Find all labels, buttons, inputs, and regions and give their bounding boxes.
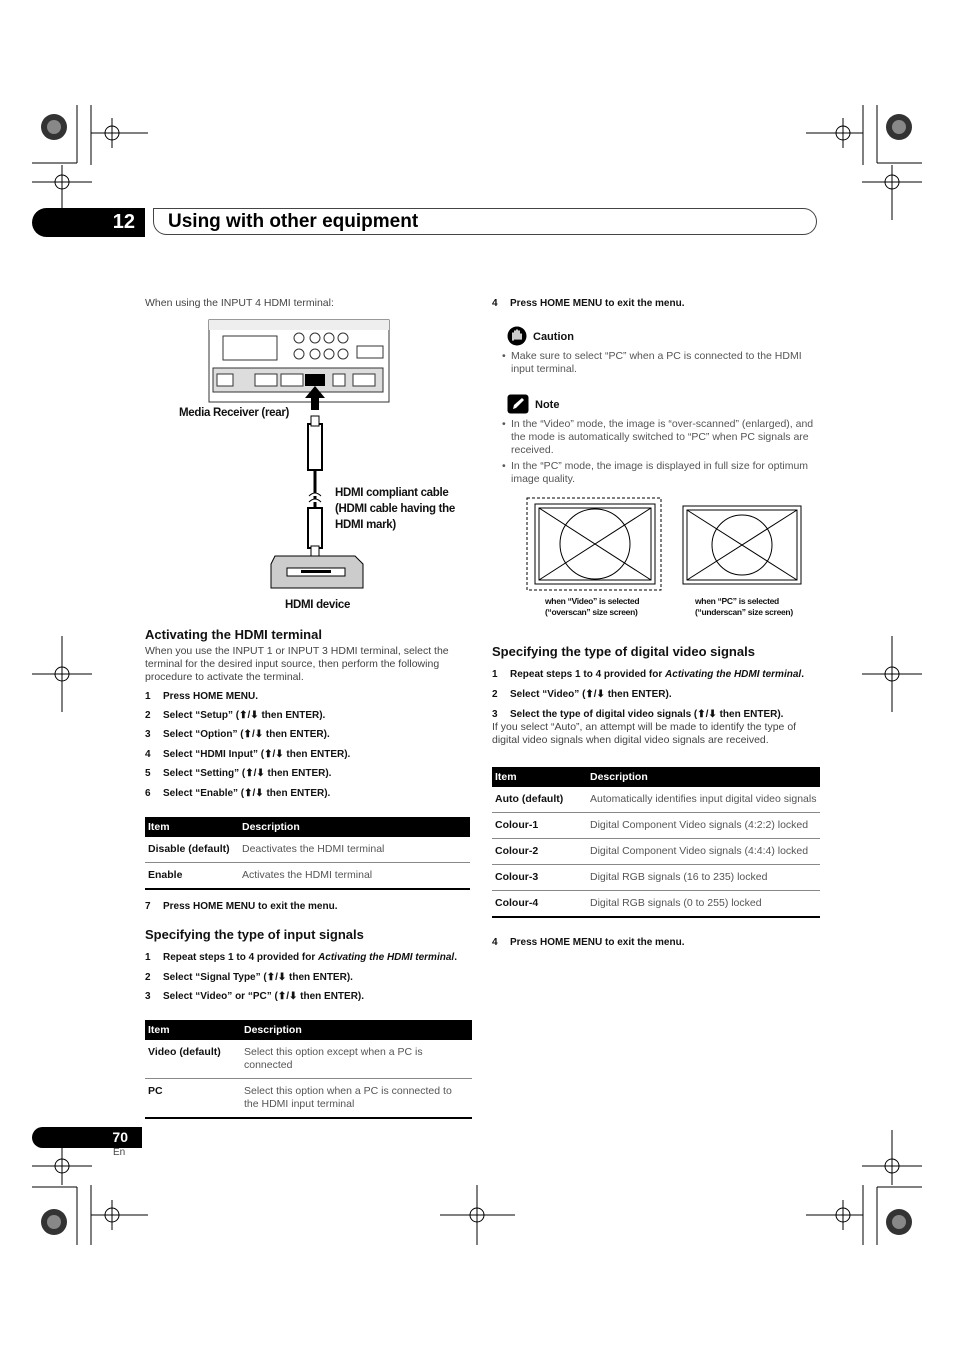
input-signals-heading: Specifying the type of input signals <box>145 927 364 942</box>
digital-video-table: Item Description Auto (default) Automatically identifies input digital video signals Colour-1 Digital Component Video signals (4:2:2) locked Colour-2 Digital Component Video signals (4:4:4) locked Colour-3 Digital RGB signals (16 to 235) locked Colour-4 Digital RGB signals (0 to 255) locked <box>492 767 820 918</box>
digital-video-step: 2 Select “Video” (⬆/⬇ then ENTER). <box>492 689 672 700</box>
digital-video-step-4: 4 Press HOME MENU to exit the menu. <box>492 937 685 948</box>
table-row: Video (default) Select this option except when a PC is connected <box>145 1040 472 1079</box>
page-number: 70 <box>32 1127 142 1148</box>
activating-step: 3 Select “Option” (⬆/⬇ then ENTER). <box>145 729 330 740</box>
video-caption: when “Video” is selected (“overscan” size screen) <box>545 596 640 617</box>
note-title: Note <box>535 399 560 411</box>
digital-video-step: 1 Repeat steps 1 to 4 provided for Activating the HDMI terminal. <box>492 669 804 680</box>
chapter-number: 12 <box>32 208 145 237</box>
table-row: PC Select this option when a PC is connected to the HDMI input terminal <box>145 1079 472 1119</box>
receiver-label: Media Receiver (rear) <box>179 407 290 419</box>
digital-video-step: 3 Select the type of digital video signals (⬆/⬇ then ENTER). <box>492 709 784 720</box>
caution-bullet: • Make sure to select “PC” when a PC is connected to the HDMI input terminal. <box>511 350 819 376</box>
table-row: Disable (default) Deactivates the HDMI terminal <box>145 837 470 863</box>
activating-table: Item Description Disable (default) Deactivates the HDMI terminal Enable Activates the HDMI terminal <box>145 817 470 890</box>
activating-heading: Activating the HDMI terminal <box>145 627 322 642</box>
input-signals-table: Item Description Video (default) Select this option except when a PC is connected PC Select this option when a PC is connected to the HDMI input terminal <box>145 1020 472 1119</box>
input-signals-step: 3 Select “Video” or “PC” (⬆/⬇ then ENTER). <box>145 991 365 1002</box>
intro-text: When using the INPUT 4 HDMI terminal: <box>145 297 334 309</box>
chapter-title: Using with other equipment <box>168 211 419 232</box>
note-bullet: • In the “PC” mode, the image is displayed in full size for optimum image quality. <box>511 460 819 486</box>
table-row: Enable Activates the HDMI terminal <box>145 863 470 890</box>
cable-label: HDMI compliant cable (HDMI cable having the HDMI mark) <box>335 487 455 531</box>
caution-hand-icon <box>507 326 527 346</box>
activating-step: 4 Select “HDMI Input” (⬆/⬇ then ENTER). <box>145 749 351 760</box>
note-bullet: • In the “Video” mode, the image is “over-scanned” (enlarged), and the mode is automatically switched to “PC” when PC signals are received. <box>511 418 819 457</box>
caution-title: Caution <box>533 331 574 343</box>
activating-step: 2 Select “Setup” (⬆/⬇ then ENTER). <box>145 710 326 721</box>
device-label: HDMI device <box>285 599 351 611</box>
pc-caption: when “PC” is selected (“underscan” size screen) <box>695 596 793 617</box>
digital-video-heading: Specifying the type of digital video signals <box>492 644 755 659</box>
scan-size-figures <box>525 496 805 596</box>
activating-body: When you use the INPUT 1 or INPUT 3 HDMI terminal, select the terminal for the desired input source, then perform the following procedure to activate the terminal. <box>145 645 449 683</box>
activating-step-7: 7 Press HOME MENU to exit the menu. <box>145 901 338 912</box>
table-row: Auto (default) Automatically identifies input digital video signals <box>492 787 820 813</box>
right-step-4: 4 Press HOME MENU to exit the menu. <box>492 298 685 309</box>
table-row: Colour-3 Digital RGB signals (16 to 235) locked <box>492 865 820 891</box>
language-code: En <box>113 1147 126 1158</box>
activating-step: 6 Select “Enable” (⬆/⬇ then ENTER). <box>145 788 331 799</box>
input-signals-step: 1 Repeat steps 1 to 4 provided for Activating the HDMI terminal. <box>145 952 457 963</box>
note-pencil-icon <box>507 394 529 414</box>
digital-video-body: If you select “Auto”, an attempt will be made to identify the type of digital video signals when digital video signals are received. <box>492 721 797 746</box>
table-row: Colour-2 Digital Component Video signals (4:4:4) locked <box>492 839 820 865</box>
activating-step: 5 Select “Setting” (⬆/⬇ then ENTER). <box>145 768 332 779</box>
activating-step: 1 Press HOME MENU. <box>145 691 259 702</box>
input-signals-step: 2 Select “Signal Type” (⬆/⬇ then ENTER). <box>145 972 353 983</box>
hdmi-connection-diagram <box>205 318 395 598</box>
table-row: Colour-4 Digital RGB signals (0 to 255) locked <box>492 891 820 918</box>
table-row: Colour-1 Digital Component Video signals (4:2:2) locked <box>492 813 820 839</box>
